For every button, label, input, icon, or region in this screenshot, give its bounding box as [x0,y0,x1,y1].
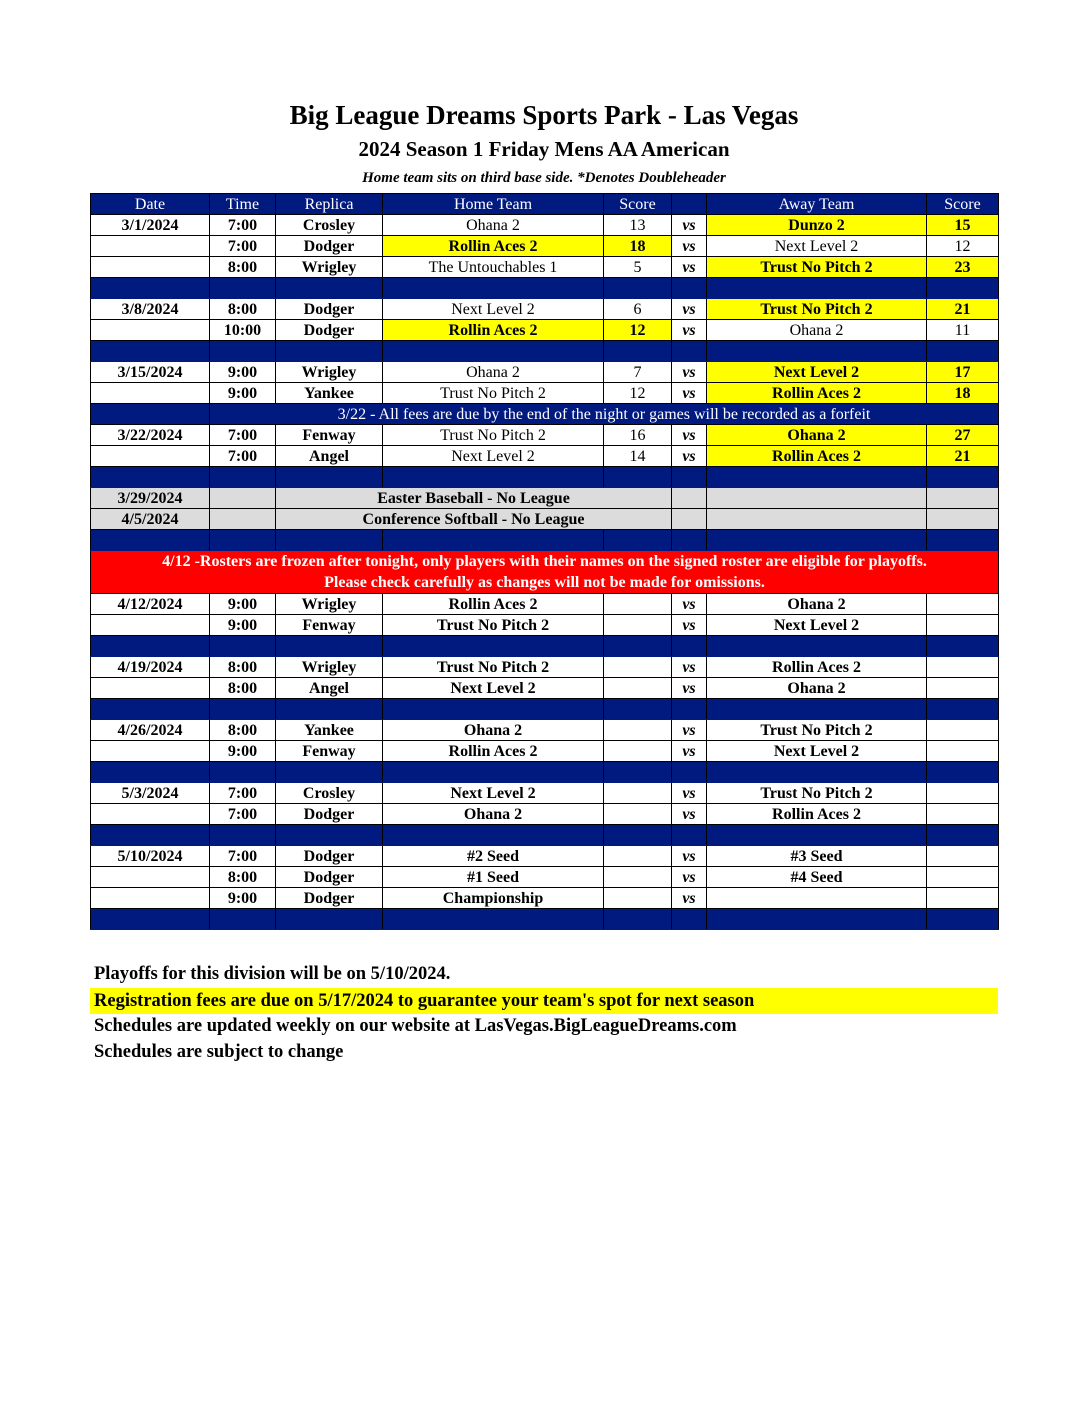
separator-cell [604,825,672,846]
game-field: Fenway [276,741,383,762]
game-date: 5/10/2024 [91,846,210,867]
separator-cell [672,909,707,930]
vs-label: vs [672,594,707,615]
separator-row [91,909,999,930]
away-score [927,867,999,888]
game-time: 9:00 [210,594,276,615]
game-field: Dodger [276,299,383,320]
separator-cell [276,909,383,930]
home-score: 14 [604,446,672,467]
col-date-header: Date [91,194,210,215]
game-field: Yankee [276,720,383,741]
home-team: The Untouchables 1 [383,257,604,278]
game-time: 7:00 [210,236,276,257]
away-score: 15 [927,215,999,236]
game-date: 3/15/2024 [91,362,210,383]
home-score: 13 [604,215,672,236]
footer-website: Schedules are updated weekly on our website at LasVegas.BigLeagueDreams.com [94,1016,737,1036]
separator-cell [210,341,276,362]
away-score [927,741,999,762]
game-field: Wrigley [276,257,383,278]
separator-cell [707,278,927,299]
blank-cell [672,509,707,530]
separator-cell [91,636,210,657]
home-score: 5 [604,257,672,278]
away-team: Trust No Pitch 2 [707,299,927,320]
separator-cell [672,636,707,657]
separator-cell [383,699,604,720]
table-row [91,446,999,467]
table-row [91,257,999,278]
separator-cell [383,636,604,657]
away-team: Ohana 2 [707,678,927,699]
separator-cell [707,699,927,720]
separator-cell [672,278,707,299]
game-date [91,383,210,404]
separator-cell [276,341,383,362]
home-team: Rollin Aces 2 [383,236,604,257]
vs-label: vs [672,383,707,404]
home-team: #1 Seed [383,867,604,888]
separator-cell [383,825,604,846]
game-field: Dodger [276,236,383,257]
game-field: Crosley [276,215,383,236]
vs-label: vs [672,804,707,825]
separator-cell [672,762,707,783]
separator-cell [383,530,604,551]
blank-cell [91,404,210,425]
game-date [91,257,210,278]
game-field: Fenway [276,615,383,636]
game-date [91,446,210,467]
separator-cell [604,699,672,720]
away-score [927,846,999,867]
separator-cell [276,699,383,720]
no-league-row [91,488,999,509]
away-score [927,888,999,909]
table-row [91,657,999,678]
game-time: 9:00 [210,362,276,383]
separator-cell [91,699,210,720]
table-row [91,425,999,446]
separator-cell [383,467,604,488]
game-field: Crosley [276,783,383,804]
game-time: 8:00 [210,257,276,278]
away-team: Trust No Pitch 2 [707,720,927,741]
separator-cell [927,341,999,362]
game-time: 8:00 [210,678,276,699]
game-date [91,236,210,257]
away-score: 18 [927,383,999,404]
table-row [91,362,999,383]
separator-cell [210,909,276,930]
game-time: 9:00 [210,615,276,636]
away-team: Ohana 2 [707,425,927,446]
separator-cell [276,636,383,657]
separator-cell [604,530,672,551]
away-score [927,804,999,825]
game-time: 7:00 [210,783,276,804]
home-score [604,888,672,909]
home-team: Trust No Pitch 2 [383,425,604,446]
vs-label: vs [672,741,707,762]
separator-cell [927,909,999,930]
home-score: 6 [604,299,672,320]
table-row [91,678,999,699]
home-team: Trust No Pitch 2 [383,383,604,404]
col-vs-header [672,194,707,215]
separator-row [91,278,999,299]
home-score [604,720,672,741]
col-replica-header: Replica [276,194,383,215]
separator-row [91,762,999,783]
home-team: Championship [383,888,604,909]
vs-label: vs [672,678,707,699]
home-team: Next Level 2 [383,678,604,699]
table-row [91,846,999,867]
game-field: Wrigley [276,657,383,678]
game-time: 7:00 [210,446,276,467]
away-team [707,888,927,909]
game-field: Dodger [276,867,383,888]
away-team: Ohana 2 [707,320,927,341]
table-row [91,236,999,257]
footer-disclaimer: Schedules are subject to change [94,1042,344,1062]
away-score: 23 [927,257,999,278]
game-time: 7:00 [210,846,276,867]
home-score [604,615,672,636]
separator-cell [927,467,999,488]
col-time-header: Time [210,194,276,215]
separator-cell [927,530,999,551]
away-team: Rollin Aces 2 [707,804,927,825]
table-row [91,804,999,825]
table-row [91,888,999,909]
separator-row [91,636,999,657]
blank-cell [672,488,707,509]
separator-cell [604,636,672,657]
home-team: Trust No Pitch 2 [383,615,604,636]
schedule-note: Home team sits on third base side. *Denotes Doubleheader [362,170,726,186]
table-row [91,720,999,741]
no-league-text: Conference Softball - No League [276,509,672,530]
game-date [91,741,210,762]
roster-alert-row [91,551,999,594]
away-team: Ohana 2 [707,594,927,615]
page-title: Big League Dreams Sports Park - Las Vegas [289,100,799,130]
home-team: Rollin Aces 2 [383,320,604,341]
away-score: 21 [927,446,999,467]
separator-cell [210,825,276,846]
home-score [604,804,672,825]
game-date: 3/29/2024 [91,488,210,509]
separator-cell [383,762,604,783]
game-date [91,320,210,341]
game-time: 8:00 [210,867,276,888]
blank-cell [210,509,276,530]
home-score: 16 [604,425,672,446]
game-date [91,888,210,909]
separator-cell [604,278,672,299]
home-score [604,594,672,615]
separator-cell [91,530,210,551]
away-score: 21 [927,299,999,320]
home-score: 12 [604,320,672,341]
game-time: 7:00 [210,425,276,446]
footer-playoffs: Playoffs for this division will be on 5/10/2024. [94,964,451,984]
vs-label: vs [672,720,707,741]
separator-cell [604,467,672,488]
separator-cell [707,467,927,488]
home-team: Next Level 2 [383,446,604,467]
vs-label: vs [672,888,707,909]
away-score: 17 [927,362,999,383]
vs-label: vs [672,425,707,446]
fee-notice-row [91,404,999,425]
roster-alert-line2: Please check carefully as changes will not be made for omissions. [324,574,765,591]
separator-cell [672,467,707,488]
home-team: #2 Seed [383,846,604,867]
game-field: Yankee [276,383,383,404]
col-home-team-header: Home Team [383,194,604,215]
separator-cell [604,909,672,930]
home-team: Next Level 2 [383,299,604,320]
vs-label: vs [672,215,707,236]
game-field: Angel [276,446,383,467]
separator-cell [210,278,276,299]
game-date [91,678,210,699]
home-score [604,783,672,804]
home-team: Ohana 2 [383,362,604,383]
blank-cell [927,488,999,509]
home-team: Rollin Aces 2 [383,594,604,615]
separator-cell [276,278,383,299]
game-time: 8:00 [210,720,276,741]
separator-cell [927,636,999,657]
separator-cell [707,762,927,783]
game-field: Fenway [276,425,383,446]
vs-label: vs [672,257,707,278]
blank-cell [927,509,999,530]
separator-cell [672,530,707,551]
vs-label: vs [672,362,707,383]
away-team: Rollin Aces 2 [707,383,927,404]
separator-cell [383,341,604,362]
separator-cell [672,825,707,846]
separator-cell [276,467,383,488]
away-team: Next Level 2 [707,741,927,762]
separator-cell [210,636,276,657]
game-field: Wrigley [276,594,383,615]
table-row [91,383,999,404]
separator-cell [91,467,210,488]
table-row [91,320,999,341]
separator-cell [91,341,210,362]
game-time: 9:00 [210,888,276,909]
game-date [91,615,210,636]
vs-label: vs [672,320,707,341]
separator-cell [91,909,210,930]
away-team: Trust No Pitch 2 [707,257,927,278]
home-team: Rollin Aces 2 [383,741,604,762]
table-row [91,615,999,636]
game-date: 3/22/2024 [91,425,210,446]
separator-cell [91,278,210,299]
game-date: 4/5/2024 [91,509,210,530]
game-field: Dodger [276,888,383,909]
game-date [91,804,210,825]
col-away-team-header: Away Team [707,194,927,215]
separator-cell [927,278,999,299]
separator-cell [91,762,210,783]
home-team: Ohana 2 [383,215,604,236]
away-team: Next Level 2 [707,615,927,636]
away-score [927,678,999,699]
separator-cell [210,762,276,783]
separator-cell [707,909,927,930]
game-time: 10:00 [210,320,276,341]
home-score: 18 [604,236,672,257]
away-score [927,594,999,615]
away-team: Dunzo 2 [707,215,927,236]
home-team: Next Level 2 [383,783,604,804]
fee-notice-text: 3/22 - All fees are due by the end of the night or games will be recorded as a forfeit [210,404,999,425]
home-score [604,741,672,762]
no-league-row [91,509,999,530]
vs-label: vs [672,236,707,257]
page-subtitle: 2024 Season 1 Friday Mens AA American [358,137,730,161]
blank-cell [707,488,927,509]
away-team: Next Level 2 [707,236,927,257]
home-team: Trust No Pitch 2 [383,657,604,678]
separator-cell [383,278,604,299]
vs-label: vs [672,446,707,467]
col-home-score-header: Score [604,194,672,215]
game-date [91,867,210,888]
away-team: #3 Seed [707,846,927,867]
away-team: Next Level 2 [707,362,927,383]
away-score: 27 [927,425,999,446]
away-team: Trust No Pitch 2 [707,783,927,804]
col-away-score-header: Score [927,194,999,215]
separator-cell [927,762,999,783]
away-score: 12 [927,236,999,257]
separator-row [91,467,999,488]
table-row [91,299,999,320]
home-score: 12 [604,383,672,404]
vs-label: vs [672,299,707,320]
away-team: #4 Seed [707,867,927,888]
home-score [604,867,672,888]
game-date: 4/12/2024 [91,594,210,615]
vs-label: vs [672,783,707,804]
home-score [604,657,672,678]
table-row [91,783,999,804]
separator-cell [707,341,927,362]
blank-cell [210,488,276,509]
separator-cell [210,467,276,488]
game-field: Angel [276,678,383,699]
game-date: 4/26/2024 [91,720,210,741]
vs-label: vs [672,846,707,867]
vs-label: vs [672,867,707,888]
game-field: Wrigley [276,362,383,383]
separator-cell [383,909,604,930]
home-score [604,678,672,699]
home-score [604,846,672,867]
game-field: Dodger [276,846,383,867]
separator-cell [91,825,210,846]
schedule-table [90,193,999,930]
footer-registration: Registration fees are due on 5/17/2024 to guarantee your team's spot for next season [90,988,998,1014]
game-field: Dodger [276,320,383,341]
vs-label: vs [672,615,707,636]
table-row [91,867,999,888]
table-header-row [91,194,999,215]
separator-cell [927,825,999,846]
separator-cell [210,530,276,551]
blank-cell [707,509,927,530]
separator-row [91,530,999,551]
separator-cell [604,341,672,362]
table-row [91,215,999,236]
home-score: 7 [604,362,672,383]
game-time: 7:00 [210,215,276,236]
game-time: 9:00 [210,383,276,404]
game-time: 9:00 [210,741,276,762]
away-score [927,720,999,741]
roster-alert-line1: 4/12 -Rosters are frozen after tonight, only players with their names on the signed roster are eligible for playoffs. [162,553,927,570]
away-score [927,657,999,678]
game-time: 8:00 [210,299,276,320]
game-date: 4/19/2024 [91,657,210,678]
game-date: 5/3/2024 [91,783,210,804]
separator-cell [927,699,999,720]
separator-cell [604,762,672,783]
table-row [91,741,999,762]
table-row [91,594,999,615]
game-date: 3/8/2024 [91,299,210,320]
home-team: Ohana 2 [383,804,604,825]
game-field: Dodger [276,804,383,825]
separator-row [91,341,999,362]
separator-cell [707,636,927,657]
away-team: Rollin Aces 2 [707,446,927,467]
game-time: 7:00 [210,804,276,825]
away-score: 11 [927,320,999,341]
separator-cell [707,530,927,551]
away-team: Rollin Aces 2 [707,657,927,678]
home-team: Ohana 2 [383,720,604,741]
separator-cell [276,762,383,783]
game-date: 3/1/2024 [91,215,210,236]
separator-row [91,699,999,720]
separator-cell [276,825,383,846]
no-league-text: Easter Baseball - No League [276,488,672,509]
separator-cell [276,530,383,551]
separator-row [91,825,999,846]
separator-cell [210,699,276,720]
vs-label: vs [672,657,707,678]
separator-cell [672,341,707,362]
separator-cell [707,825,927,846]
away-score [927,783,999,804]
away-score [927,615,999,636]
game-time: 8:00 [210,657,276,678]
separator-cell [672,699,707,720]
roster-alert [91,551,999,594]
